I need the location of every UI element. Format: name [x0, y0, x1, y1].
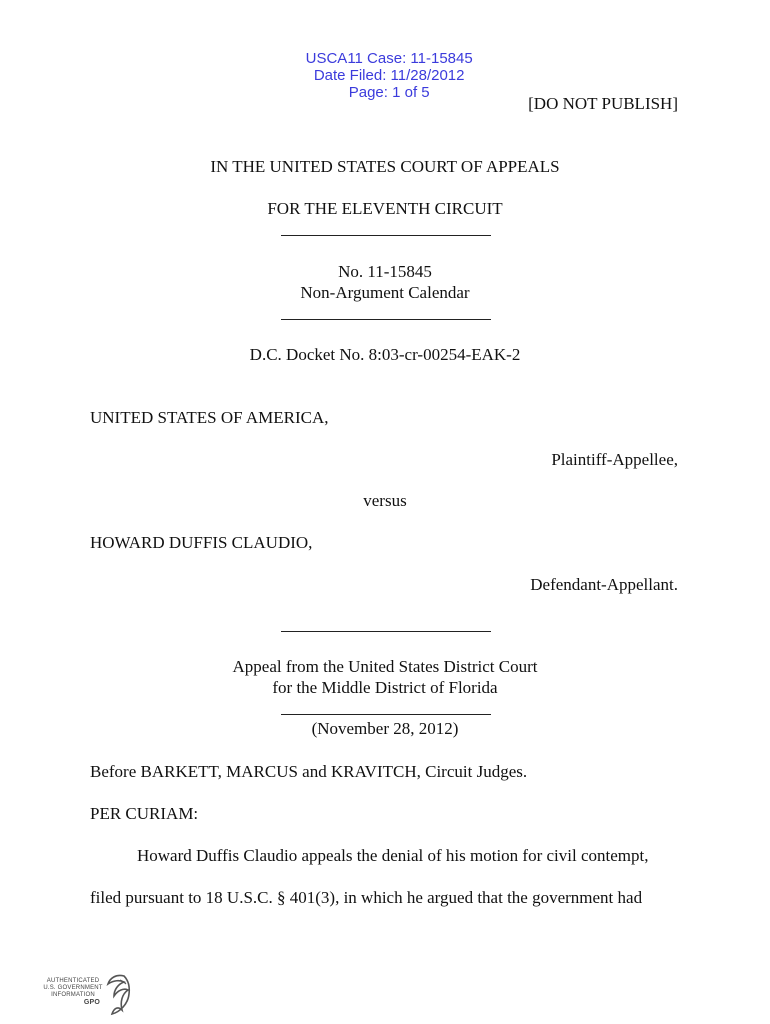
case-number: No. 11-15845: [338, 262, 432, 281]
panel-judges: Before BARKETT, MARCUS and KRAVITCH, Circuit Judges.: [90, 762, 528, 781]
gpo-authentication-logo: [42, 972, 132, 1018]
defendant-name: HOWARD DUFFIS CLAUDIO,: [90, 533, 313, 552]
divider: [281, 631, 491, 632]
body-line-2: filed pursuant to 18 U.S.C. § 401(3), in which he argued that the government had: [90, 888, 643, 907]
calendar-type: Non-Argument Calendar: [300, 283, 470, 302]
circuit-name: FOR THE ELEVENTH CIRCUIT: [267, 199, 503, 218]
case-number-header: USCA11 Case: 11-15845: [305, 50, 473, 67]
plaintiff-role: Plaintiff-Appellee,: [551, 450, 678, 469]
date-filed-header: Date Filed: 11/28/2012: [313, 67, 465, 84]
docket-number: D.C. Docket No. 8:03-cr-00254-EAK-2: [249, 345, 521, 364]
gpo-logo-text: AUTHENTICATED U.S. GOVERNMENT INFORMATION GPO: [43, 978, 103, 1006]
page-count-header: Page: 1 of 5: [348, 84, 430, 101]
versus-label: versus: [363, 491, 407, 510]
per-curiam-heading: PER CURIAM:: [90, 804, 199, 823]
eagle-icon: [96, 972, 132, 1018]
body-line-1: Howard Duffis Claudio appeals the denial of his motion for civil contempt,: [137, 846, 649, 865]
appeal-district: for the Middle District of Florida: [272, 678, 498, 697]
divider: [281, 714, 491, 715]
defendant-role: Defendant-Appellant.: [530, 575, 678, 594]
decision-date: (November 28, 2012): [311, 719, 459, 738]
plaintiff-name: UNITED STATES OF AMERICA,: [90, 408, 329, 427]
appeal-court: Appeal from the United States District Court: [232, 657, 538, 676]
divider: [281, 235, 491, 236]
court-name: IN THE UNITED STATES COURT OF APPEALS: [210, 157, 560, 176]
filing-header: [0, 33, 770, 101]
publish-note: [DO NOT PUBLISH]: [528, 94, 678, 113]
divider: [281, 319, 491, 320]
